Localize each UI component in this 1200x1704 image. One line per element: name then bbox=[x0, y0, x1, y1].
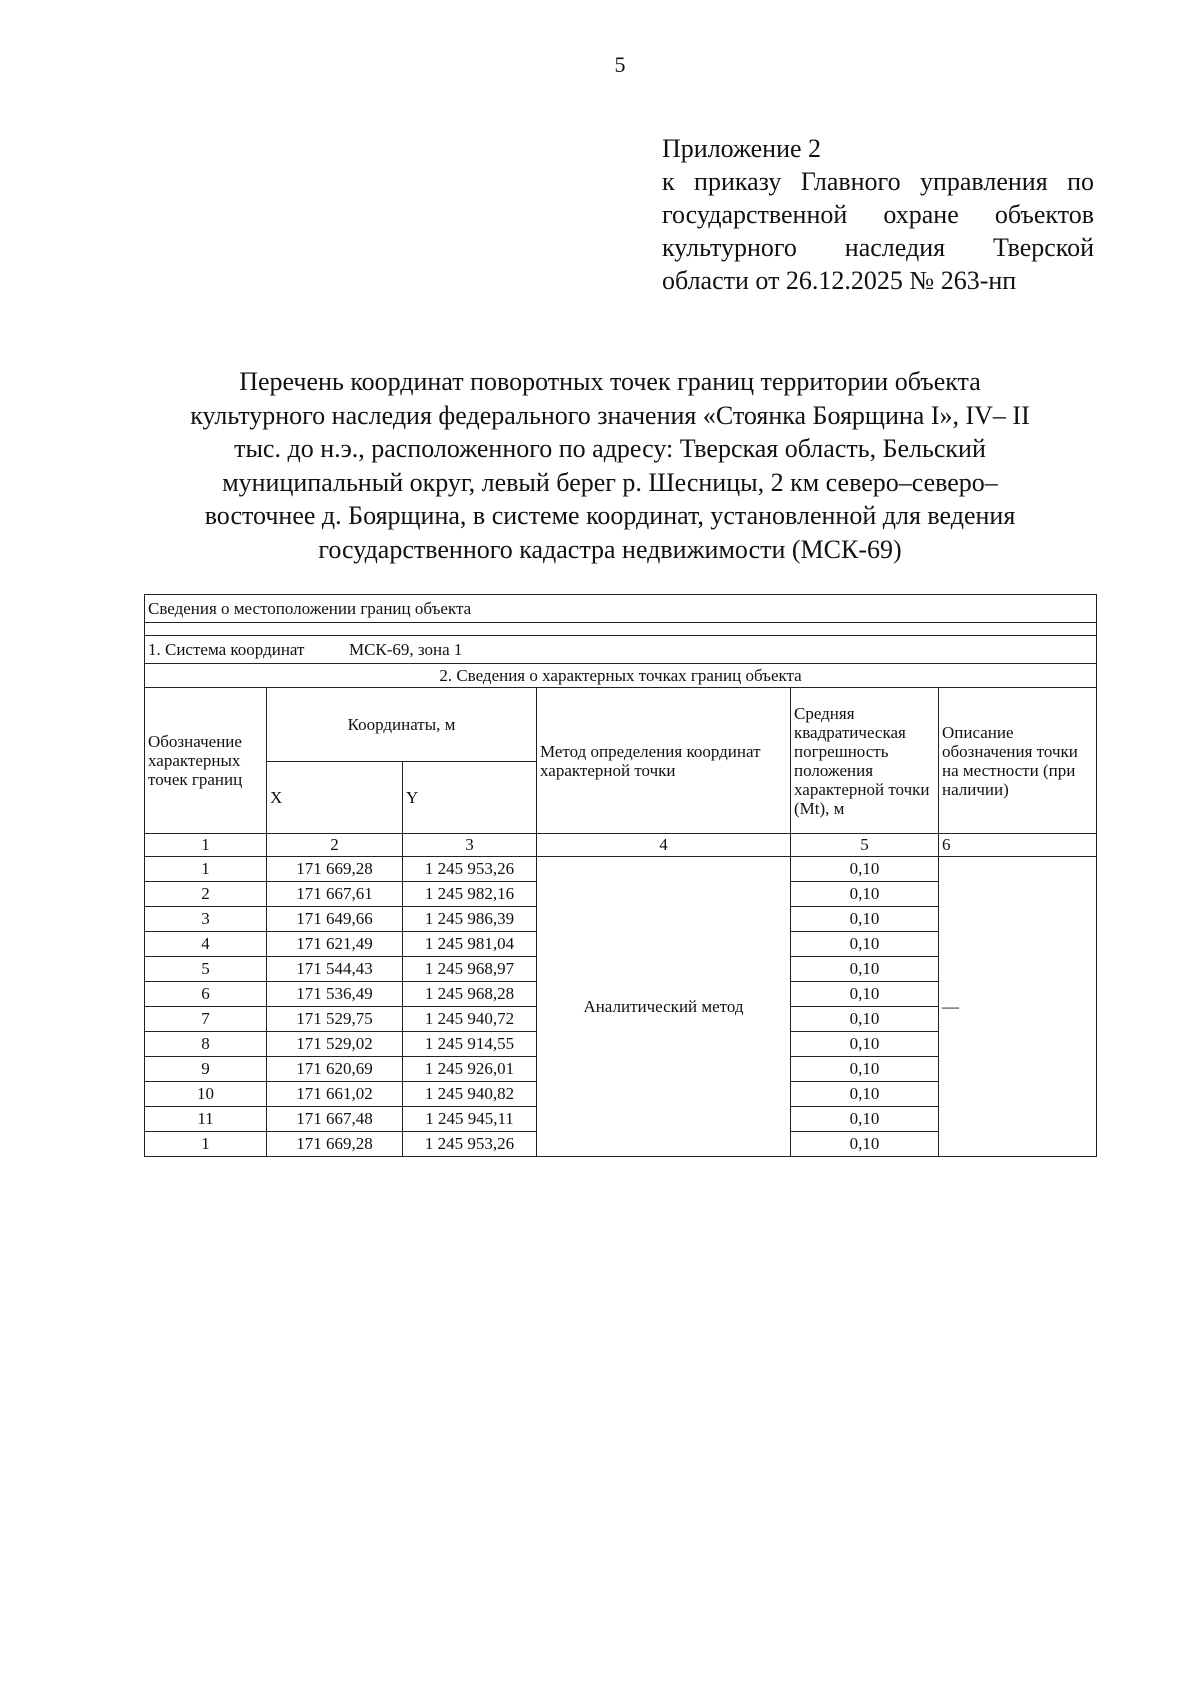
accuracy-cell: 0,10 bbox=[791, 1132, 939, 1157]
column-number: 3 bbox=[403, 834, 537, 857]
column-number: 1 bbox=[145, 834, 267, 857]
point-number: 5 bbox=[145, 957, 267, 982]
coord-x: 171 669,28 bbox=[267, 857, 403, 882]
coord-y: 1 245 968,28 bbox=[403, 982, 537, 1007]
point-number: 11 bbox=[145, 1107, 267, 1132]
header-method: Метод определения координат характерной точки bbox=[537, 688, 791, 834]
appendix-line: области от 26.12.2025 № 263-нп bbox=[662, 266, 1017, 295]
accuracy-cell: 0,10 bbox=[791, 932, 939, 957]
coord-y: 1 245 968,97 bbox=[403, 957, 537, 982]
section-title: Сведения о местоположении границ объекта bbox=[145, 595, 1097, 623]
title-line: тыс. до н.э., расположенного по адресу: Тверская область, Бельский bbox=[234, 434, 986, 463]
column-number: 4 bbox=[537, 834, 791, 857]
point-number: 2 bbox=[145, 882, 267, 907]
points-section-title: 2. Сведения о характерных точках границ объекта bbox=[145, 664, 1097, 688]
coord-x: 171 620,69 bbox=[267, 1057, 403, 1082]
coordinates-table bbox=[144, 594, 1097, 1157]
coord-x: 171 667,48 bbox=[267, 1107, 403, 1132]
accuracy-cell: 0,10 bbox=[791, 1007, 939, 1032]
title-line: Перечень координат поворотных точек границ территории объекта bbox=[239, 367, 981, 396]
header-x: X bbox=[267, 762, 403, 834]
coord-y: 1 245 926,01 bbox=[403, 1057, 537, 1082]
coord-y: 1 245 981,04 bbox=[403, 932, 537, 957]
coord-system-row bbox=[145, 636, 1097, 664]
coord-x: 171 621,49 bbox=[267, 932, 403, 957]
header-point-designation: Обозначение характерных точек границ bbox=[145, 688, 267, 834]
accuracy-cell: 0,10 bbox=[791, 1082, 939, 1107]
coord-y: 1 245 953,26 bbox=[403, 857, 537, 882]
table-row bbox=[145, 857, 1097, 882]
column-number: 5 bbox=[791, 834, 939, 857]
title-line: культурного наследия федерального значения «Стоянка Боярщина I», IV– II bbox=[190, 400, 1030, 430]
accuracy-cell: 0,10 bbox=[791, 1057, 939, 1082]
coord-y: 1 245 940,82 bbox=[403, 1082, 537, 1107]
coord-y: 1 245 940,72 bbox=[403, 1007, 537, 1032]
coord-x: 171 669,28 bbox=[267, 1132, 403, 1157]
coord-y: 1 245 982,16 bbox=[403, 882, 537, 907]
appendix-line: Приложение 2 bbox=[662, 134, 822, 163]
point-number: 4 bbox=[145, 932, 267, 957]
header-description: Описание обозначения точки на местности (при наличии) bbox=[939, 688, 1097, 834]
document-title bbox=[130, 365, 1090, 566]
page-number: 5 bbox=[614, 52, 626, 77]
separator-row bbox=[145, 623, 1097, 636]
header-accuracy: Средняя квадратическая погрешность положения характерной точки (Mt), м bbox=[791, 688, 939, 834]
coord-y: 1 245 953,26 bbox=[403, 1132, 537, 1157]
point-number: 8 bbox=[145, 1032, 267, 1057]
coord-x: 171 529,75 bbox=[267, 1007, 403, 1032]
appendix-reference bbox=[662, 132, 1094, 297]
accuracy-cell: 0,10 bbox=[791, 982, 939, 1007]
description-cell: — bbox=[939, 857, 1097, 1157]
title-line: восточнее д. Боярщина, в системе координат, установленной для ведения bbox=[204, 501, 1016, 530]
appendix-line: культурного наследия Тверской bbox=[662, 233, 1094, 262]
method-cell: Аналитический метод bbox=[537, 857, 791, 1157]
accuracy-cell: 0,10 bbox=[791, 957, 939, 982]
point-number: 1 bbox=[145, 857, 267, 882]
point-number: 1 bbox=[145, 1132, 267, 1157]
coord-y: 1 245 986,39 bbox=[403, 907, 537, 932]
appendix-line: к приказу Главного управления по bbox=[662, 167, 1094, 196]
accuracy-cell: 0,10 bbox=[791, 1107, 939, 1132]
title-line: государственного кадастра недвижимости (МСК-69) bbox=[318, 534, 902, 564]
coord-y: 1 245 914,55 bbox=[403, 1032, 537, 1057]
coord-x: 171 667,61 bbox=[267, 882, 403, 907]
point-number: 6 bbox=[145, 982, 267, 1007]
point-number: 10 bbox=[145, 1082, 267, 1107]
coord-system-label: 1. Система координат bbox=[148, 639, 305, 659]
accuracy-cell: 0,10 bbox=[791, 882, 939, 907]
point-number: 3 bbox=[145, 907, 267, 932]
appendix-line: государственной охране объектов bbox=[662, 200, 1094, 229]
title-line: муниципальный округ, левый берег р. Шесницы, 2 км северо–северо– bbox=[222, 467, 998, 497]
coord-y: 1 245 945,11 bbox=[403, 1107, 537, 1132]
coord-x: 171 529,02 bbox=[267, 1032, 403, 1057]
accuracy-cell: 0,10 bbox=[791, 907, 939, 932]
accuracy-cell: 0,10 bbox=[791, 1032, 939, 1057]
coord-x: 171 649,66 bbox=[267, 907, 403, 932]
coord-x: 171 536,49 bbox=[267, 982, 403, 1007]
coord-system-value: МСК-69, зона 1 bbox=[348, 639, 463, 659]
header-y: Y bbox=[403, 762, 537, 834]
coord-x: 171 544,43 bbox=[267, 957, 403, 982]
point-number: 9 bbox=[145, 1057, 267, 1082]
column-number: 6 bbox=[939, 834, 1097, 857]
point-number: 7 bbox=[145, 1007, 267, 1032]
column-number: 2 bbox=[267, 834, 403, 857]
header-coordinates: Координаты, м bbox=[267, 688, 537, 762]
accuracy-cell: 0,10 bbox=[791, 857, 939, 882]
coord-x: 171 661,02 bbox=[267, 1082, 403, 1107]
